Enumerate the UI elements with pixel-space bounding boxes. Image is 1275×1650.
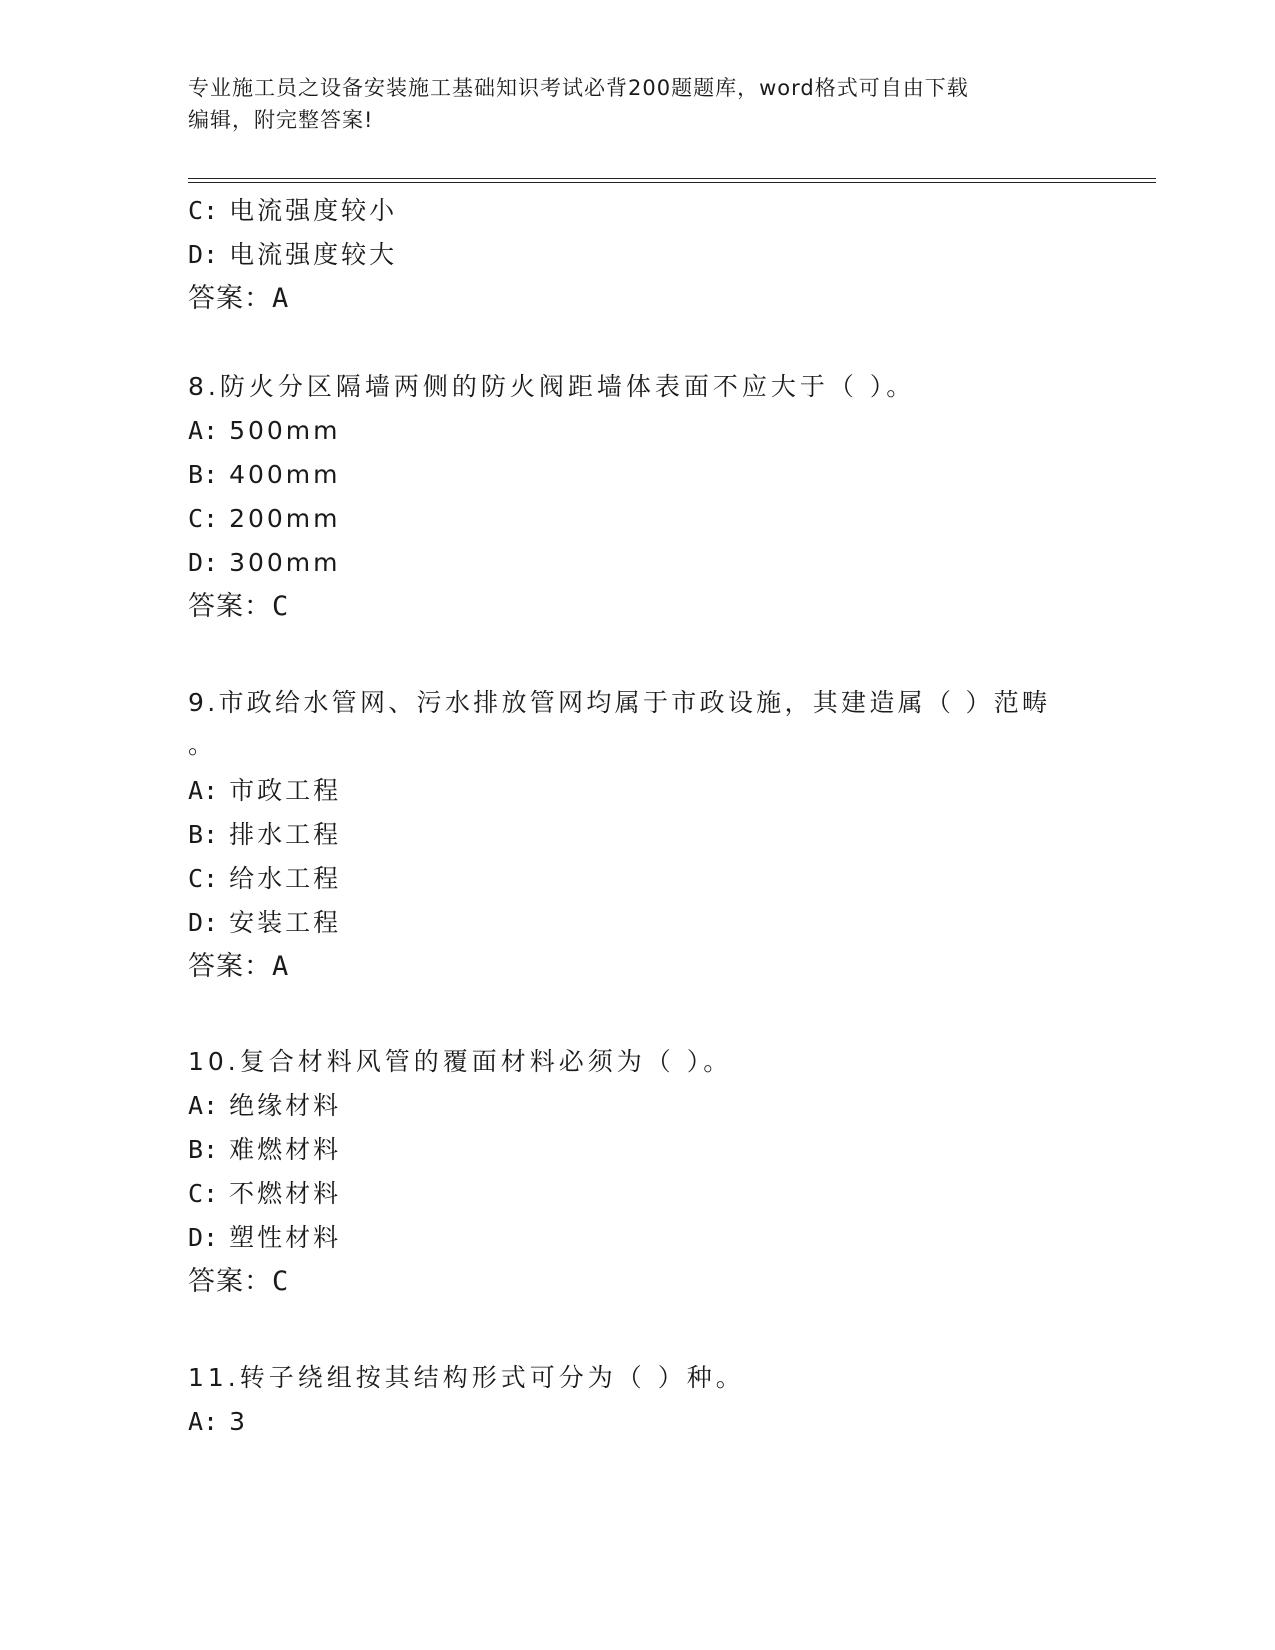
- q9-option-a: [188, 776, 341, 806]
- answer-label: 答案：: [188, 951, 272, 982]
- option-label: B:: [188, 460, 219, 489]
- option-text: 200mm: [229, 504, 341, 533]
- q8-option-d: [188, 548, 341, 578]
- q9-answer: [188, 951, 289, 983]
- header-line-2: 编辑，附完整答案!: [188, 108, 374, 132]
- option-label: C:: [188, 864, 219, 893]
- q9-option-c: [188, 864, 341, 894]
- q7-option-d: [188, 240, 397, 270]
- q8-option-a: [188, 416, 341, 446]
- q9-option-b: [188, 820, 341, 850]
- option-label: D:: [188, 548, 219, 577]
- option-label: C:: [188, 1179, 219, 1208]
- answer-value: A: [272, 951, 290, 982]
- option-text: 不燃材料: [229, 1179, 342, 1208]
- q10-option-c: [188, 1179, 341, 1209]
- option-label: D:: [188, 908, 219, 937]
- option-text: 给水工程: [229, 864, 342, 893]
- header-divider-top: [188, 178, 1156, 179]
- header-divider-bottom: [188, 182, 1156, 183]
- q8-stem: 8.防火分区隔墙两侧的防火阀距墙体表面不应大于（ ）。: [188, 372, 916, 401]
- option-label: C:: [188, 196, 219, 225]
- option-text: 300mm: [229, 548, 341, 577]
- q9-stem-continuation: 。: [188, 730, 218, 759]
- option-text: 3: [229, 1407, 248, 1436]
- q10-option-d: [188, 1223, 341, 1253]
- option-text: 排水工程: [229, 820, 342, 849]
- option-label: A:: [188, 1091, 219, 1120]
- option-label: D:: [188, 1223, 219, 1252]
- option-label: A:: [188, 1407, 219, 1436]
- q10-answer: [188, 1266, 289, 1298]
- q8-answer: [188, 591, 289, 623]
- answer-value: C: [272, 1266, 290, 1297]
- option-text: 电流强度较大: [229, 240, 398, 269]
- option-text: 难燃材料: [229, 1135, 342, 1164]
- option-text: 500mm: [229, 416, 341, 445]
- answer-label: 答案：: [188, 591, 272, 622]
- q11-option-a: [188, 1407, 248, 1437]
- q9-stem: 9.市政给水管网、污水排放管网均属于市政设施，其建造属（ ）范畴: [188, 688, 1051, 717]
- q11-stem: 11.转子绕组按其结构形式可分为（ ）种。: [188, 1363, 745, 1392]
- option-label: D:: [188, 240, 219, 269]
- option-text: 安装工程: [229, 908, 342, 937]
- option-label: C:: [188, 504, 219, 533]
- q7-answer: [188, 283, 289, 315]
- answer-value: A: [272, 283, 290, 314]
- q8-option-c: [188, 504, 341, 534]
- q10-stem: 10.复合材料风管的覆面材料必须为（ ）。: [188, 1047, 733, 1076]
- q10-option-a: [188, 1091, 341, 1121]
- q10-option-b: [188, 1135, 341, 1165]
- q7-option-c: [188, 196, 397, 226]
- answer-value: C: [272, 591, 290, 622]
- option-text: 市政工程: [229, 776, 342, 805]
- option-text: 绝缘材料: [229, 1091, 342, 1120]
- header-line-1: 专业施工员之设备安装施工基础知识考试必背200题题库，word格式可自由下载: [188, 76, 969, 100]
- q8-option-b: [188, 460, 341, 490]
- document-header: [188, 72, 1088, 136]
- option-label: A:: [188, 416, 219, 445]
- option-label: B:: [188, 1135, 219, 1164]
- option-text: 400mm: [229, 460, 341, 489]
- option-text: 塑性材料: [229, 1223, 342, 1252]
- option-label: B:: [188, 820, 219, 849]
- answer-label: 答案：: [188, 283, 272, 314]
- option-text: 电流强度较小: [229, 196, 398, 225]
- q9-option-d: [188, 908, 341, 938]
- answer-label: 答案：: [188, 1266, 272, 1297]
- option-label: A:: [188, 776, 219, 805]
